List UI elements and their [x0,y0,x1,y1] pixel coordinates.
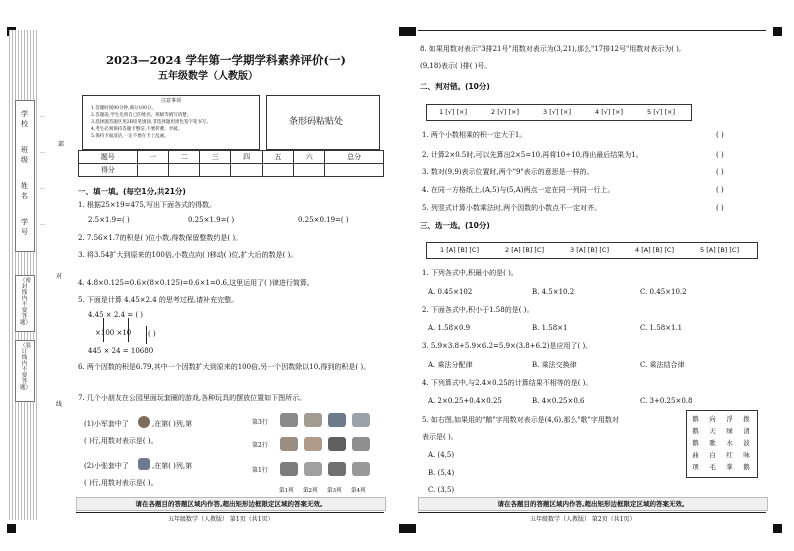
score-table [78,150,384,177]
poem-column: 拨清波咏鹅 [743,415,750,471]
side-char: 线 [56,401,63,408]
toy-doll-icon [280,413,298,427]
choice-2-c: C. 1.58×1.1 [640,324,683,332]
choice-answer-5[interactable]: 5 [A] [B] [C] [700,246,739,254]
seal-note: （密封线内不要答题） [20,278,32,326]
judge-answer-4[interactable]: 4 [√] [×] [595,108,623,116]
question-8: 8. 如果用数对表示"3排21号"用数对表示为(3,21),那么"17排12号"用数对表示为( ), [420,45,682,53]
judge-answer-strip [426,104,692,121]
choice-answer-4[interactable]: 4 [A] [B] [C] [635,246,674,254]
choice-answer-1[interactable]: 1 [A] [B] [C] [440,246,479,254]
q7-1-part1: (1)小军套中了 [84,420,129,428]
choice-5-b: B. (5,4) [428,469,455,477]
q5-equation: 4.45 × 2.4 = ( ) [88,311,144,319]
q7-2-part2: ,在第( )列,第 [152,462,193,470]
judge-answer-2[interactable]: 2 [√] [×] [491,108,519,116]
dots: … [40,113,45,119]
corner-mark [773,524,782,533]
dots: … [40,185,45,191]
score-cell[interactable] [325,164,384,177]
choice-1-b: B. 4.5×10.2 [532,288,575,296]
question-8b: (9,18)表示( )排( )号。 [420,62,492,70]
label-name: 姓名 [21,182,28,200]
notice-item: 4.考生必须保持答题卡整洁,不要折叠、弄破。 [91,127,183,132]
section-3-heading: 三、选一选。(10分) [420,221,490,230]
page-footer: 五年级数学（人教版） 第2页（共1页） [530,516,636,523]
judge-answer-3[interactable]: 3 [√] [×] [543,108,571,116]
judge-5: 5. 列竖式计算小数乘法时,两个因数的小数点不一定对齐。 [422,204,602,212]
score-header: 四 [231,151,262,164]
score-cell[interactable] [262,164,293,177]
choice-2-a: A. 1.58×0.9 [428,324,471,332]
score-header: 一 [137,151,168,164]
question-6: 6. 两个因数的积是6.79,其中一个因数扩大到原来的100倍,另一个因数除以10,得到的积是( )。 [78,363,371,371]
col-label: 第4列 [351,488,366,494]
score-cell[interactable] [137,164,168,177]
judge-4-blank[interactable]: ( ) [716,186,724,194]
notice-item: 5.保持卡面清洁,一定不要在卡上乱画。 [91,134,169,139]
judge-3: 3. 数对(9,9)表示位置时,两个"9"表示的意思是一样的。 [422,168,594,176]
choice-4-b: B. 4×0.25×0.6 [532,397,585,405]
row-label: 第3行 [252,419,268,426]
notice-item: 2.答题前,学生先将自己的姓名、班级等填写清楚。 [91,113,192,118]
corner-mark [407,524,416,533]
choice-5b: 表示是( )。 [422,433,458,441]
q7-2-part3: ( )行,用数对表示是( )。 [84,479,158,487]
corner-mark [407,27,416,36]
poem-grid [686,410,758,478]
side-char: 对 [56,273,63,280]
arrow-line [103,318,104,342]
choice-answer-2[interactable]: 2 [A] [B] [C] [505,246,544,254]
corner-mark [7,524,16,533]
score-header: 二 [168,151,199,164]
choice-3-b: B. 乘法交换律 [532,361,577,369]
judge-2-blank[interactable]: ( ) [716,151,724,159]
judge-answer-5[interactable]: 5 [√] [×] [647,108,675,116]
poem-column: 浮绿水红掌 [726,415,733,471]
notice-heading: 注意事项 [161,98,182,104]
divider [418,30,766,31]
corner-mark [773,27,782,36]
col-label: 第3列 [327,488,342,494]
toy-doll-icon [304,437,322,451]
notice-item: 3.选择题答题区用2B铅笔填涂,非选择题用黑色签字笔书写。 [91,120,211,125]
toy-car-icon [304,462,322,476]
question-7: 7. 几个小朋友在公园里面玩套圈的游戏,各种玩具的摆放位置如下图所示。 [78,394,307,402]
student-info-box [15,100,35,252]
score-cell[interactable] [294,164,325,177]
choice-5-c: C. (3,5) [428,486,455,494]
question-4: 4. 4.8×0.125=0.6×(8×0.125)=0.6×1=0.6,这里运用了( )律进行简算。 [78,279,314,287]
score-header: 总分 [325,151,384,164]
choice-5: 5. 如右图,如果用的"鹅"字用数对表示是(4,6),那么"歌"字用数对 [422,416,619,424]
col-label: 第2列 [303,488,318,494]
judge-1: 1. 两个小数相乘的积一定大于1。 [422,131,527,139]
label-number: 学号 [21,218,28,236]
choice-1-a: A. 0.45×102 [428,288,473,296]
score-row-label: 得分 [79,164,138,177]
seal-note-box [15,275,35,332]
score-header: 三 [200,151,231,164]
arrow-line [146,326,147,344]
toy-car-icon [280,462,298,476]
toy-truck-icon [352,462,370,476]
notice-item: 1.答题时间90分钟,满分100分。 [91,106,157,111]
toy-doll-icon [280,437,298,451]
choice-2: 2. 下面各式中,积小于1.58的是( )。 [422,306,534,314]
score-header: 五 [262,151,293,164]
label-school: 学校 [21,110,28,128]
barcode-box [266,95,380,150]
notice-box [82,95,260,150]
choice-1-c: C. 0.45×10.2 [640,288,687,296]
q5-arrows: ×100 ×10 [95,329,132,337]
divider [418,512,766,513]
poem-column: 鹅鹅鹅曲项 [692,415,699,471]
section-1-heading: 一、填一填。(每空1分,共21分) [78,187,186,196]
judge-3-blank[interactable]: ( ) [716,168,724,176]
page-footer: 五年级数学（人教版） 第1页（共1页） [168,516,274,523]
choice-2-b: B. 1.58×1 [532,324,568,332]
judge-4: 4. 在同一方格纸上,(A,5)与(5,A)两点一定在同一列同一行上。 [422,186,615,194]
answer-area-warning: 请在各题目的答题区域内作答,超出矩形边框限定区域的答案无效。 [418,497,768,511]
choice-4-a: A. 2×0.25+0.4×0.25 [428,397,502,405]
choice-answer-3[interactable]: 3 [A] [B] [C] [570,246,609,254]
q5-product: 445 × 24 = 10680 [88,347,154,355]
choice-4-c: C. 3+0.25×0.8 [640,397,693,405]
judge-5-blank[interactable]: ( ) [716,204,724,212]
row-label: 第1行 [252,467,268,474]
judge-2: 2. 计算2×0.5时,可以先算出2×5=10,再将10÷10,得出最后结果为1。 [422,151,643,159]
choice-3-c: C. 乘法结合律 [640,361,685,369]
q7-1-part3: ( )行,用数对表示是( )。 [84,437,158,445]
label-class: 班级 [21,146,28,164]
arrow-line [128,318,129,342]
section-2-heading: 二、判对错。(10分) [420,82,490,91]
question-2: 2. 7.56×1.7的积是( )位小数,得数保留整数约是( )。 [78,234,243,242]
score-header: 六 [294,151,325,164]
score-cell[interactable] [231,164,262,177]
q1-c: 0.25×0.19=( ) [298,216,349,224]
q7-2-part1: (2)小张套中了 [84,462,129,470]
page-title: 2023—2024 学年第一学期学科素养评价(一) [106,53,346,67]
divider [76,512,384,513]
toy-bear-icon [328,437,346,451]
score-cell[interactable] [200,164,231,177]
choice-3-a: A. 乘法分配律 [428,361,473,369]
score-header: 题号 [79,151,138,164]
choice-1: 1. 下列各式中,积最小的是( )。 [422,269,518,277]
dots: … [40,149,45,155]
dots: … [40,221,45,227]
poem-column: 向天歌白毛 [709,415,716,471]
toy-owl-icon [304,413,322,427]
toy-owl-icon [138,416,150,428]
col-label: 第1列 [279,488,294,494]
page-subtitle: 五年级数学（人教版） [158,71,258,82]
q7-1-part2: ,在第( )列,第 [152,420,193,428]
q5-blank: ( ) [148,330,156,338]
binding-note-box [15,340,35,402]
choice-answer-strip [426,242,758,259]
barcode-label: 条形码粘贴处 [289,117,344,127]
judge-1-blank[interactable]: ( ) [716,131,724,139]
toy-grid [276,410,378,485]
toy-robot-icon [352,437,370,451]
question-3: 3. 将3.54扩大到原来的100倍,小数点向( )移动( )位,扩大后的数是( )。 [78,251,298,259]
judge-answer-1[interactable]: 1 [√] [×] [439,108,467,116]
side-char: 部 [58,141,65,148]
q1-b: 0.25×1.9=( ) [188,216,235,224]
score-cell[interactable] [168,164,199,177]
choice-5-a: A. (4,5) [428,451,455,459]
choice-3: 3. 5.9×3.8+5.9×6.2=5.9×(3.8+6.2)是应用了( )。 [422,342,593,350]
question-5: 5. 下面是计算 4.45×2.4 的思考过程,请补充完整。 [78,296,239,304]
row-label: 第2行 [252,442,268,449]
binding-note: （装订线内不要答题） [20,343,32,391]
q1-a: 2.5×1.9=( ) [88,216,130,224]
toy-car-icon [352,413,370,427]
toy-robot-icon [328,413,346,427]
choice-4: 4. 下列算式中,与2.4×0.25的计算结果不相等的是( )。 [422,379,593,387]
question-1: 1. 根据25×19=475,写出下面各式的得数。 [78,201,217,209]
toy-robot-icon [138,458,150,470]
toy-car-icon [328,462,346,476]
answer-area-warning: 请在各题目的答题区域内作答,超出矩形边框限定区域的答案无效。 [76,497,386,511]
